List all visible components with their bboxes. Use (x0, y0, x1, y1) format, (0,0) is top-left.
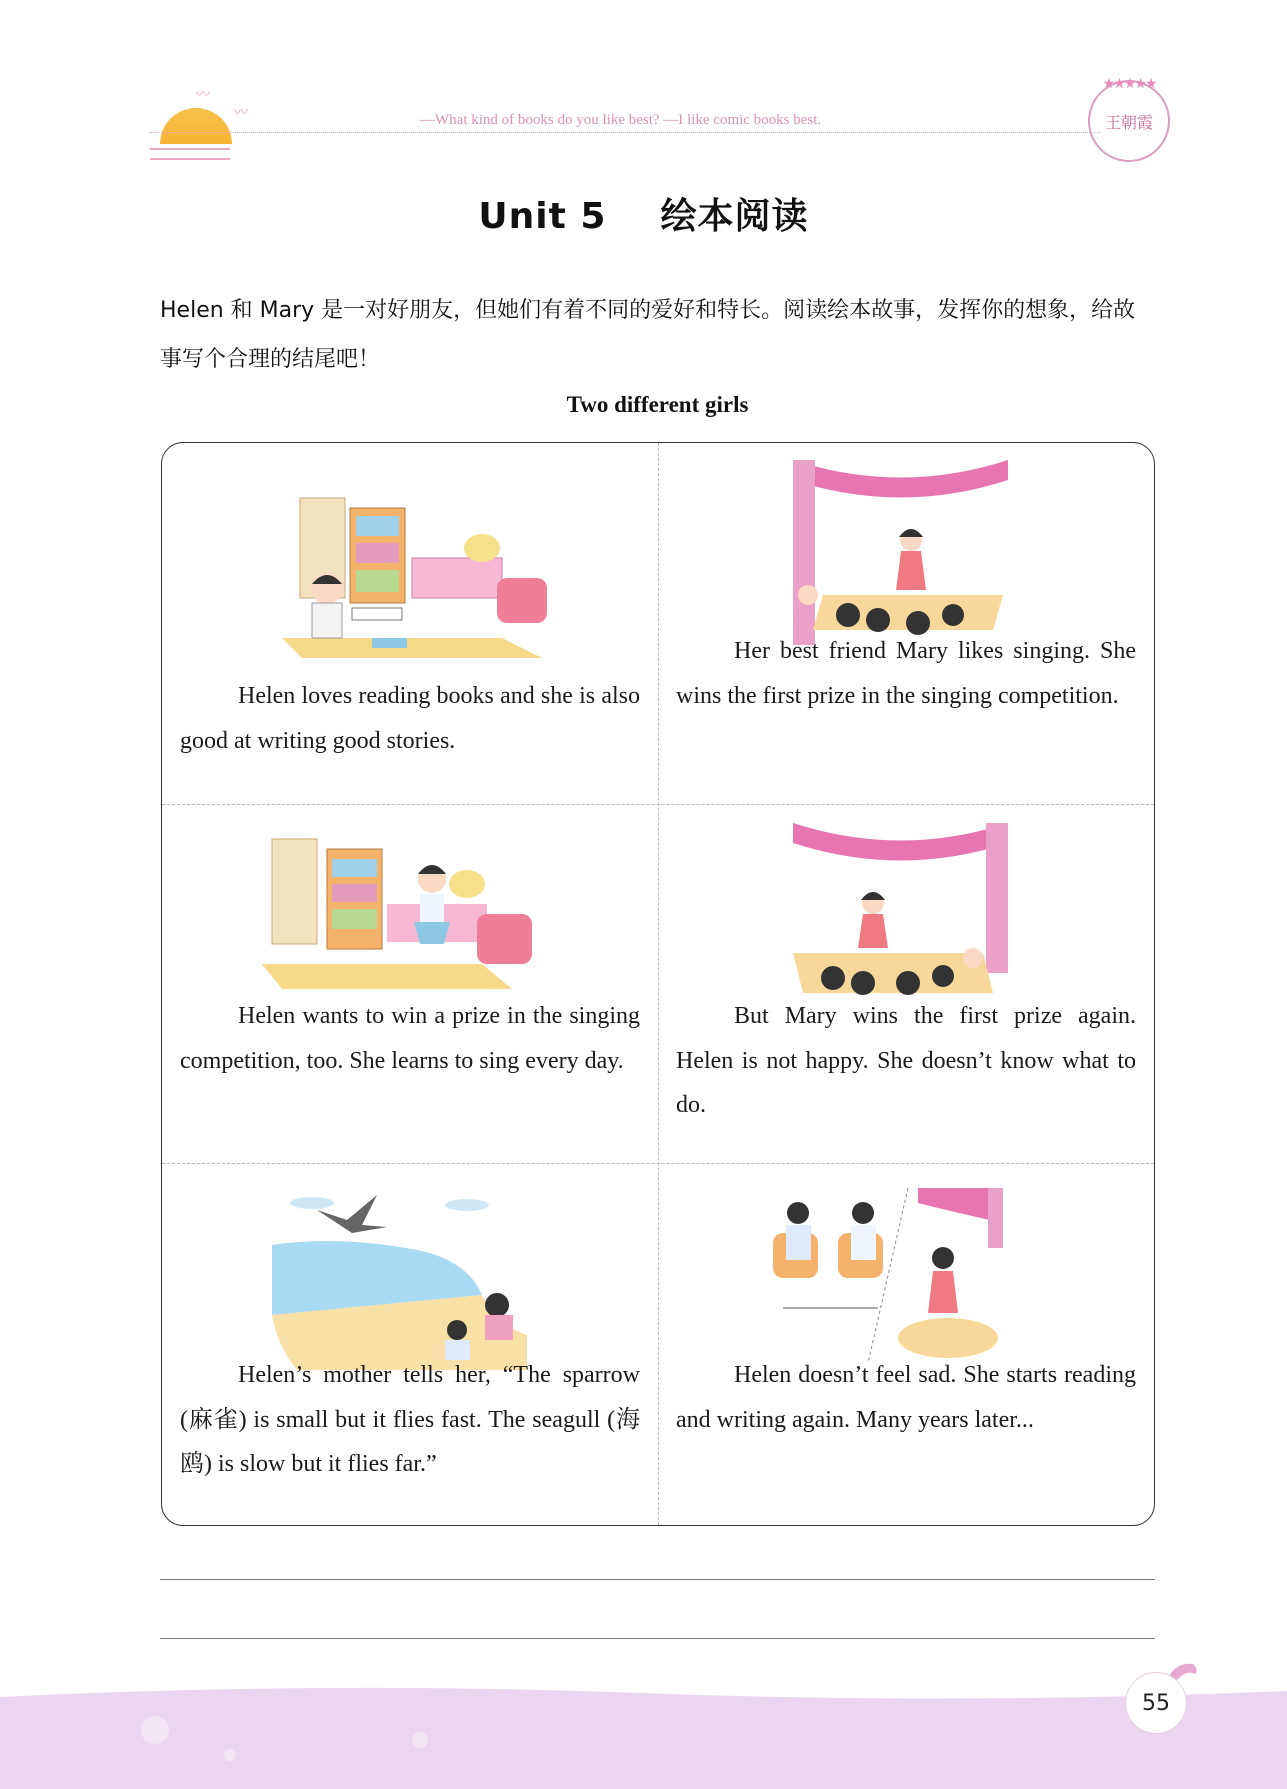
header-running-text: —What kind of books do you like best? —I like comic books best. (420, 112, 822, 128)
author-seal (1088, 76, 1170, 162)
star-icons: ★★★★★ (1102, 76, 1156, 92)
story-panel-1 (162, 443, 658, 804)
story-panel-2 (658, 443, 1154, 804)
bird-icon: 〰 (196, 87, 210, 103)
bird-icon: 〰 (234, 105, 248, 121)
panel-5-caption: Helen’s mother tells her, “The sparrow (麻雀) is small but it flies fast. The seagull (海鸥) is slow but it flies far.” (180, 1362, 640, 1477)
story-panel-6 (658, 1163, 1154, 1525)
footer-wave (0, 1685, 1287, 1789)
girl-reading-illustration (272, 488, 572, 668)
girl-singing-illustration (793, 455, 1008, 655)
panel-2-caption: Her best friend Mary likes singing. She wins the first prize in the singing competition. (676, 638, 1136, 709)
girl-practicing-illustration (262, 834, 562, 1004)
story-panel-grid (161, 442, 1155, 1526)
panel-4-caption: But Mary wins the first prize again. Helen is not happy. She doesn’t know what to do. (676, 1003, 1136, 1118)
story-panel-5 (162, 1163, 658, 1525)
page-number: 55 (1125, 1672, 1187, 1734)
sun-icon (160, 108, 232, 144)
page-title: Unit 5 绘本阅读 (478, 196, 809, 237)
story-panel-3 (162, 804, 658, 1163)
panel-3-caption: Helen wants to win a prize in the singing competition, too. She learns to sing every day. (180, 1003, 640, 1074)
panel-1-caption: Helen loves reading books and she is also good at writing good stories. (180, 683, 640, 754)
years-later-illustration (768, 1183, 1008, 1368)
sun-horizon-lines (150, 148, 230, 160)
story-title: Two different girls (566, 392, 749, 417)
panel-6-caption: Helen doesn’t feel sad. She starts reading and writing again. Many years later... (676, 1362, 1136, 1433)
girl-winning-illustration (793, 818, 1008, 1013)
intro-paragraph: Helen 和 Mary 是一对好朋友，但她们有着不同的爱好和特长。阅读绘本故事，发挥你的想象，给故事写个合理的结尾吧！ (160, 298, 1136, 372)
answer-line[interactable] (160, 1579, 1155, 1580)
beach-illustration (267, 1185, 527, 1370)
answer-line[interactable] (160, 1638, 1155, 1639)
seal-text: 王朝霞 (1104, 112, 1153, 132)
running-header (150, 87, 1100, 138)
header-dotted-line (150, 132, 1100, 133)
story-panel-4 (658, 804, 1154, 1163)
